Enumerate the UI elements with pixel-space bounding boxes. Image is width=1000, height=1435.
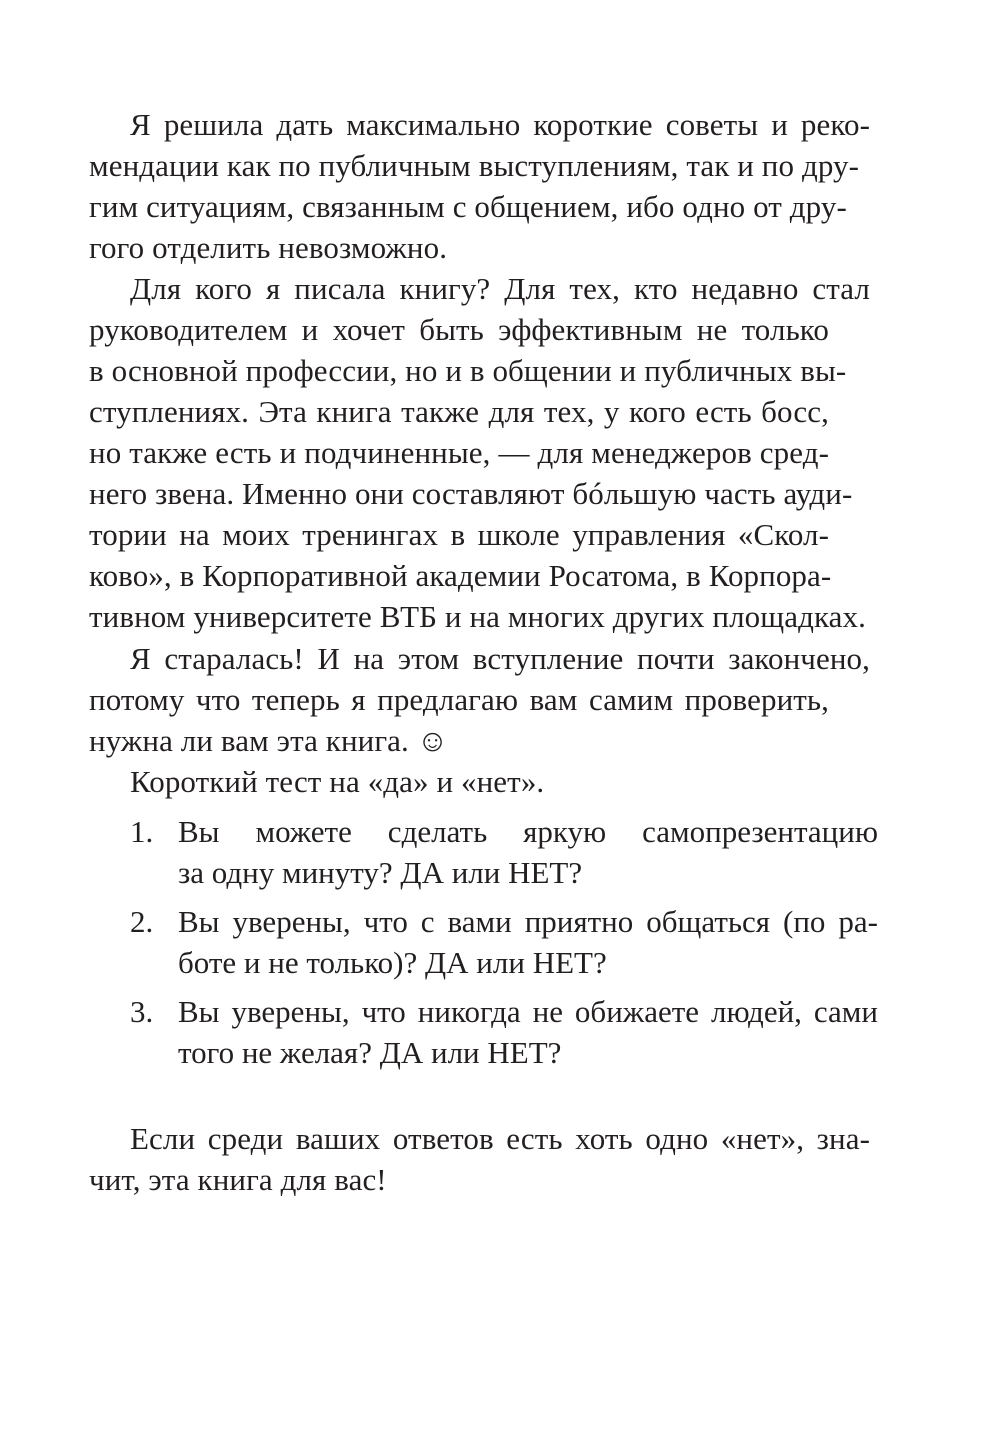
paragraph-2-line-6: него звена. Именно они составляют бóльшую часть ауди- bbox=[89, 476, 853, 511]
test-item-3-line-2: того не желая? ДА или НЕТ? bbox=[178, 1035, 562, 1070]
paragraph-2-line-7: тории на моих тренингах в школе управления «Скол- bbox=[89, 517, 829, 552]
paragraph-2-line-4: ступлениях. Эта книга также для тех, у кого есть босс, bbox=[89, 394, 829, 429]
paragraph-2-line-8: ково», в Корпоративной академии Росатома, в Корпора- bbox=[89, 558, 832, 593]
test-item-2-line-1: Вы уверены, что с вами приятно общаться (по ра- bbox=[178, 904, 878, 939]
paragraph-1-line-4: гого отделить невозможно. bbox=[89, 230, 448, 265]
test-item-3-line-1: Вы уверены, что никогда не обижаете людей, сами bbox=[178, 994, 878, 1029]
test-item-1-line-1: Вы можете сделать яркую самопрезентацию bbox=[178, 814, 878, 849]
paragraph-3-line-1: Я старалась! И на этом вступление почти закончено, bbox=[130, 641, 870, 676]
test-item-3-number: 3. bbox=[130, 994, 154, 1029]
paragraph-2-line-5: но также есть и подчиненные, — для менеджеров сред- bbox=[89, 435, 829, 470]
test-item-1-line-2: за одну минуту? ДА или НЕТ? bbox=[178, 855, 583, 890]
paragraph-3-line-3: нужна ли вам эта книга. ☺ bbox=[89, 723, 449, 758]
paragraph-3-line-2: потому что теперь я предлагаю вам самим проверить, bbox=[89, 682, 829, 717]
conclusion-line-1: Если среди ваших ответов есть хоть одно «нет», зна- bbox=[130, 1121, 870, 1156]
conclusion-line-2: чит, эта книга для вас! bbox=[89, 1162, 387, 1197]
paragraph-1-line-3: гим ситуациям, связанным с общением, ибо одно от дру- bbox=[89, 189, 847, 224]
test-item-2-number: 2. bbox=[130, 904, 154, 939]
test-item-2-line-2: боте и не только)? ДА или НЕТ? bbox=[178, 945, 607, 980]
paragraph-2-line-3: в основной профессии, но и в общении и публичных вы- bbox=[89, 353, 847, 388]
paragraph-2-line-1: Для кого я писала книгу? Для тех, кто недавно стал bbox=[130, 271, 870, 306]
test-intro-line: Короткий тест на «да» и «нет». bbox=[130, 764, 545, 799]
test-item-1-number: 1. bbox=[130, 814, 154, 849]
paragraph-1-line-1: Я решила дать максимально короткие советы и реко- bbox=[130, 107, 870, 142]
paragraph-2-line-2: руководителем и хочет быть эффективным не только bbox=[89, 312, 829, 347]
paragraph-1-line-2: мендации как по публичным выступлениям, так и по дру- bbox=[89, 148, 860, 183]
paragraph-2-line-9: тивном университете ВТБ и на многих других площадках. bbox=[89, 599, 866, 634]
